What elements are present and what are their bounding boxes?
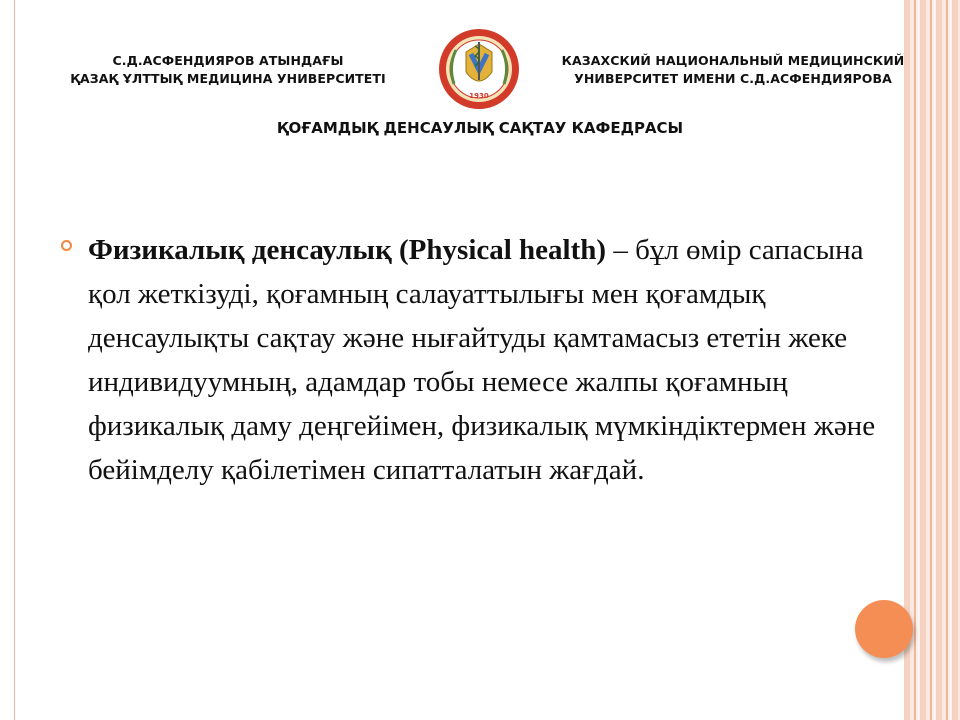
university-name-russian-line2: УНИВЕРСИТЕТ ИМЕНИ С.Д.АСФЕНДИЯРОВА xyxy=(574,71,892,86)
definition-text: – бұл өмір сапасына қол жеткізуді, қоғамның салауаттылығы мен қоғамдық денсаулықты сақтау және нығайтуды қамтамасыз ететін жеке индивидуумның, адамдар тобы немесе жалпы қоғамның физикалық даму деңгейімен, физикалық мүмкіндіктермен және бейімделу қабілетімен сипатталатын жағдай. xyxy=(88,234,876,486)
bullet-item xyxy=(58,228,898,492)
left-frame-line xyxy=(14,0,15,720)
university-name-kazakh-line2: ҚАЗАҚ ҰЛТТЫҚ МЕДИЦИНА УНИВЕРСИТЕТІ xyxy=(70,71,386,86)
definition-paragraph xyxy=(88,228,898,492)
orange-circle-icon xyxy=(855,600,913,658)
department-title: ҚОҒАМДЫҚ ДЕНСАУЛЫҚ САҚТАУ КАФЕДРАСЫ xyxy=(276,119,684,137)
logo-year: 1930 xyxy=(469,92,489,100)
university-name-kazakh xyxy=(58,52,398,88)
university-name-russian-line1: КАЗАХСКИЙ НАЦИОНАЛЬНЫЙ МЕДИЦИНСКИЙ xyxy=(561,53,905,68)
term-bold: Физикалық денсаулық (Physical health) xyxy=(88,234,607,266)
university-emblem-icon xyxy=(438,28,520,110)
ring-bullet-icon xyxy=(61,240,72,251)
university-name-russian xyxy=(548,52,918,88)
university-name-kazakh-line1: С.Д.АСФЕНДИЯРОВ АТЫНДАҒЫ xyxy=(112,53,344,68)
right-frame-stripes xyxy=(904,0,960,720)
